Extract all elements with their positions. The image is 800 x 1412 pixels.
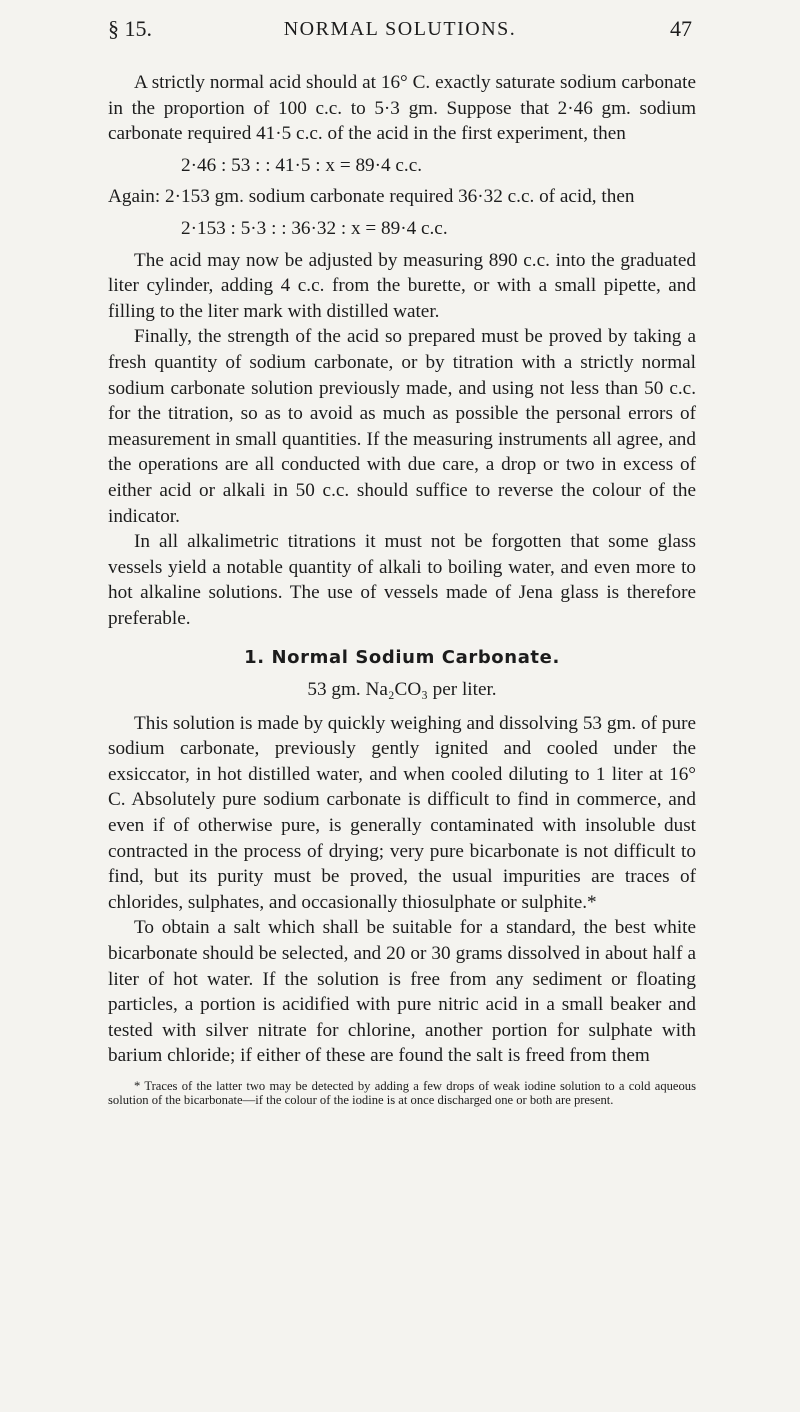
paragraph-alkalimetric: In all alkalimetric titrations it must not be forgotten that some glass vessels yield a notable quantity of alkali to boiling water, and even more to hot alkaline solutions. The use of vessels made of Jena glass is therefore preferable. (108, 531, 696, 629)
proportion-equation-2: 2·153 : 5·3 : : 36·32 : x = 89·4 c.c. (181, 217, 448, 239)
paragraph-finally: Finally, the strength of the acid so prepared must be proved by taking a fresh quantity of sodium carbonate, or by titration with a strictly normal sodium carbonate solution previously made, and using not less than 50 c.c. for the titration, so as to avoid as much as possible the personal errors of measurement in small quantities. If the measuring instruments all agree, and the operations are all conducted with due care, a drop or two in excess of either acid or alkali in 50 c.c. should suffice to reverse the colour of the indicator. (108, 326, 696, 527)
running-header (108, 16, 692, 50)
section-heading: 1. Normal Sodium Carbonate. (244, 647, 560, 669)
paragraph-intro: A strictly normal acid should at 16° C. exactly saturate sodium carbonate in the proportion of 100 c.c. to 5·3 gm. Suppose that 2·46 gm. sodium carbonate required 41·5 c.c. of the acid in the first experiment, then (108, 72, 696, 145)
formula-line: 53 gm. Na₂CO₃ per liter. (307, 679, 497, 701)
section-number: § 15. (108, 16, 152, 41)
running-title: NORMAL SOLUTIONS. (283, 18, 517, 40)
paragraph-solution: This solution is made by quickly weighing and dissolving 53 gm. of pure sodium carbonate, previously gently ignited and cooled under the exsiccator, in hot distilled water, and when cooled diluting to 1 liter at 16° C. Absolutely pure sodium carbonate is difficult to find in commerce, and even if of otherwise pure, is generally contaminated with insoluble dust contracted in the process of drying; very pure bicarbonate is not difficult to find, but its purity must be proved, the usual impurities are traces of chlorides, sulphates, and occasionally thiosulphate or sulphite.* (108, 712, 696, 913)
paragraph-again: Again: 2·153 gm. sodium carbonate required 36·32 c.c. of acid, then (108, 186, 635, 208)
page-body (108, 70, 696, 1108)
footnote: * Traces of the latter two may be detected by adding a few drops of weak iodine solution to a cold aqueous solution of the bicarbonate—if the colour of the iodine is at once discharged one or both are present. (108, 1078, 696, 1108)
paragraph-obtain: To obtain a salt which shall be suitable for a standard, the best white bicarbonate should be selected, and 20 or 30 grams dissolved in about half a liter of hot water. If the solution is free from any sediment or floating particles, a portion is acidified with pure nitric acid in a small beaker and tested with silver nitrate for chlorine, another portion for sulphate with barium chloride; if either of these are found the salt is freed from them (108, 917, 696, 1067)
proportion-equation-1: 2·46 : 53 : : 41·5 : x = 89·4 c.c. (181, 154, 423, 176)
paragraph-adjust: The acid may now be adjusted by measuring 890 c.c. into the graduated liter cylinder, adding 4 c.c. from the burette, or with a small pipette, and filling to the liter mark with distilled water. (108, 249, 696, 322)
page-number: 47 (670, 16, 692, 41)
